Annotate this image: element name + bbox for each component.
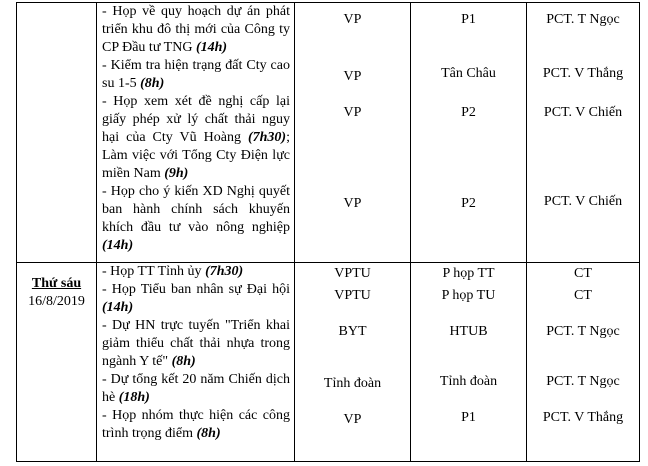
place-value: VP: [343, 12, 362, 27]
host-value: PCT. T Ngọc: [546, 323, 620, 339]
host-value: PCT. V Thắng: [542, 66, 624, 81]
host-value: CT: [574, 265, 592, 281]
room-value: P họp TU: [441, 287, 496, 303]
host-value: CT: [574, 287, 592, 303]
room-value: P1: [461, 409, 476, 425]
activity-item: - Họp Tiểu ban nhân sự Đại hội (14h): [102, 281, 290, 315]
place-cell: [295, 3, 411, 263]
host-cell: [527, 3, 640, 263]
activity-item: - Họp nhóm thực hiện các công trình trọng điểm (8h): [102, 407, 290, 441]
activity-item: - Họp về quy hoạch dự án phát triển khu đô thị mới của Công ty CP Đầu tư TNG (14h): [102, 4, 290, 55]
place-cell: [295, 262, 411, 461]
room-value: P họp TT: [442, 265, 495, 281]
host-value: PCT. V Thắng: [542, 409, 624, 425]
schedule-section-1: [17, 3, 640, 263]
room-value: P2: [461, 196, 476, 211]
host-value: PCT. V Chiến: [543, 194, 623, 209]
room-value: P2: [461, 105, 476, 120]
schedule-table: [16, 2, 640, 462]
place-value: VP: [343, 196, 362, 211]
place-value: VP: [343, 105, 362, 120]
activity-item: - Họp TT Tỉnh ủy (7h30): [102, 263, 244, 279]
activities-cell: [97, 3, 295, 263]
activity-item: - Họp xem xét đề nghị cấp lại giấy phép xử lý chất thải nguy hại của Cty Vũ Hoàng (7h30); Làm việc với Tổng Cty Điện lực miền Nam (9h): [102, 94, 290, 181]
room-value: Tân Châu: [441, 66, 496, 81]
place-value: VP: [343, 69, 362, 84]
room-value: Tỉnh đoàn: [439, 373, 498, 389]
activity-item: - Kiểm tra hiện trạng đất Cty cao su 1-5 (8h): [102, 58, 290, 91]
activities-cell: [97, 262, 295, 461]
place-value: VPTU: [334, 287, 371, 303]
day-date: 16/8/2019: [28, 293, 85, 309]
room-value: P1: [461, 12, 476, 27]
day-cell: [17, 262, 97, 461]
day-cell: [17, 3, 97, 263]
host-value: PCT. T Ngọc: [546, 12, 620, 27]
room-value: HTUB: [449, 323, 488, 339]
room-cell: [411, 262, 527, 461]
host-value: PCT. V Chiến: [543, 105, 623, 120]
host-cell: [527, 262, 640, 461]
activity-item: - Họp cho ý kiến XD Nghị quyết ban hành chính sách khuyến khích đầu tư vào nông nghiệp (14h): [102, 184, 290, 253]
place-value: VPTU: [334, 265, 371, 281]
place-value: VP: [343, 411, 362, 427]
host-value: PCT. T Ngọc: [546, 373, 620, 389]
activity-item: - Dự HN trực tuyến "Triển khai giảm thiểu chất thải nhựa trong ngành Y tế" (8h): [102, 317, 290, 369]
place-value: BYT: [338, 323, 367, 339]
place-value: Tỉnh đoàn: [323, 375, 382, 391]
activity-item: - Dự tổng kết 20 năm Chiến dịch hè (18h): [102, 371, 290, 405]
schedule-section-2: [17, 262, 640, 461]
room-cell: [411, 3, 527, 263]
day-name: Thứ sáu: [31, 275, 82, 291]
